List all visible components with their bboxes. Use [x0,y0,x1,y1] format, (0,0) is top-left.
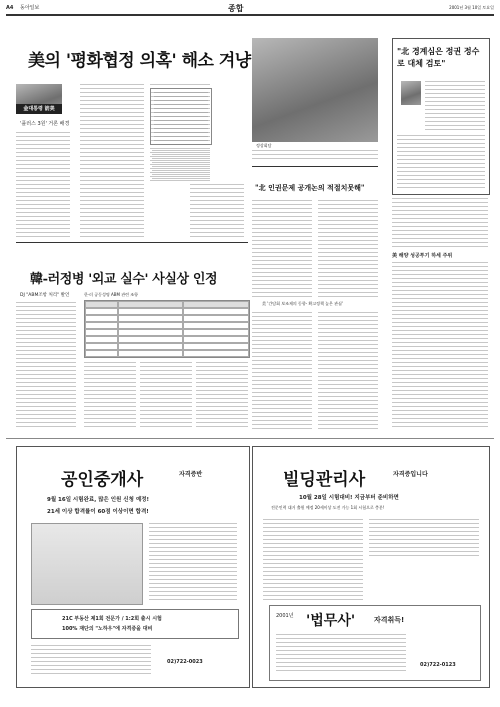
left-ad-line-2: 21세 이상 합격률이 60점 이상이면 합격! [47,509,149,515]
paper-name: 동아일보 [20,5,40,11]
right-text-col [392,198,488,248]
second-story-rule [16,242,248,243]
left-advert [16,446,250,688]
lawyer-ad-sub: 자격취득! [374,616,405,624]
side-box-text-2 [397,135,485,191]
side-box [392,38,490,195]
left-ad-phone: 02)722-0023 [167,659,203,665]
middle-text-col-1 [252,200,312,300]
main-text-col-2 [80,84,144,237]
sidebar-box [150,88,212,145]
main-subhead: '플러스 3원' 거론 배경 [20,121,70,127]
middle-text-col-3 [252,312,312,430]
ads-rule [6,438,494,439]
section-label: 종합 [228,4,244,13]
side-box-text-1 [425,81,485,131]
sidebar-note [152,150,210,180]
left-ad-line-1: 9월 16일 시험완료, 많은 인원 신청 예정! [47,497,149,503]
right-ad-badge: 자격증입니다 [393,471,428,478]
middle-subhead: 美 '간담회 보조제의 동향- 확고정책 높은 관심' [262,301,343,306]
left-ad-title: 공인중개사 [61,470,144,490]
middle-headline: "北 인권문제 공개논의 적절치못해" [255,183,365,192]
second-text-col-3 [140,362,192,430]
right-ad-line-1: 10월 28일 시험대비! 지금부터 준비하면 [299,495,399,501]
right-advert [252,446,490,688]
lawyer-ad-year: 2001년 [276,613,294,619]
middle-text-col-4 [318,312,378,430]
right-ad-title: 빌딩관리사 [283,470,366,490]
table-title: 한·러 공동성명 ABM 관련 조항 [84,292,138,297]
lawyer-ad-text [276,634,406,674]
left-ad-footer-text [31,645,151,675]
section-tag: 金대통령 訪美 [16,104,62,114]
middle-text-col-2 [318,200,378,300]
right-text-col-2 [392,262,488,430]
left-ad-badge: 자격증반 [179,471,203,478]
sidebar-box-text [154,92,208,141]
left-ad-text [149,523,237,603]
second-headline: 韓-러정병 '외교 실수' 사실상 인정 [30,272,218,287]
side-box-headline: "北 경계심은 정권 정수로 대체 검토" [397,46,480,68]
left-ad-bottom-line-1: 21C 부동산 제1회 전문가 / 1:2회 출시 시험 [62,616,162,622]
lawyer-ad-phone: 02)722-0123 [420,662,456,668]
right-ad-line-2: 전문인력 대거 출원 예정 20세이상 도전 가능 1회 시험으로 충분! [271,505,385,510]
photo-caption: 정상회담 [256,143,272,148]
second-text-col-4 [196,362,248,430]
right-ad-text-2 [369,519,479,559]
masthead-rule [6,14,494,16]
second-subhead: DJ "ABM조항 처리" 발언 [20,293,70,298]
main-text-col-1 [16,132,70,237]
issue-date: 2001년 3월 10일 토요일 [449,5,494,10]
page-label: A4 [6,5,14,11]
main-text-col-4 [190,184,244,237]
side-box-portrait [401,81,421,105]
photo-caption-text [252,150,378,160]
left-ad-bottom-line-2: 100% 재단의 "노하우"에 자격증을 대비 [62,626,153,632]
right-ad-text-1 [263,519,363,601]
comparison-table [84,300,250,358]
middle-story-rule [252,166,378,167]
left-ad-bottom-box [31,609,239,639]
lawyer-ad-title: '법무사' [306,613,356,629]
main-headline: 美의 '평화협정 의혹' 해소 겨냥 [28,51,251,71]
lawyer-ad [269,605,481,681]
second-text-col-1 [16,302,76,430]
second-text-col-2 [84,362,136,430]
left-ad-building-illustration [31,523,143,605]
summit-photo [252,38,378,142]
right-note: 美 해양 성공투기 하세 주위 [392,253,453,259]
